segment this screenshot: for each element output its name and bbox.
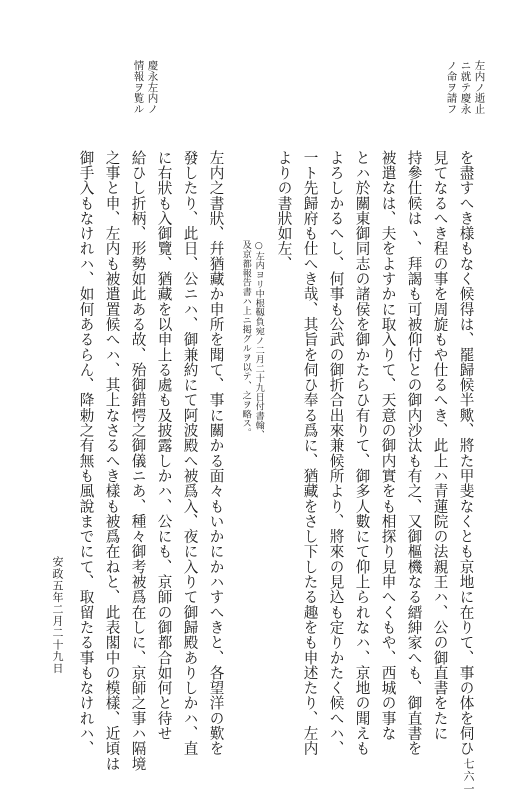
- margin-note-right-line: ニ就テ慶永: [459, 60, 472, 114]
- body-text-line: とハ於關東御同志の諸侯を御かたらひ有りて、御多人數にて仰上られなハ、京地の聞えも: [353, 150, 371, 756]
- body-text-line: 一ト先歸府も仕へき哉、其旨を伺ひ奉る爲に、猶藏をさし下したる趣をも申述たり、左内: [301, 150, 319, 756]
- editorial-note-line: ○左内ヨリ中根靱負宛ノ二月二十九日付書翰、: [253, 240, 265, 440]
- page-number: 七六一: [462, 758, 475, 796]
- body-text-line: 被遣なは、夫をよすかに取入りて、天意の御内實をも相探り見申へくもや、西城の事な: [379, 150, 397, 741]
- body-text-line: よろしかるへし、何事も公武の御折合出來兼候所より、將來の見込も定りかたく候へハ、: [327, 150, 345, 756]
- margin-note-right-line: ノ命ヲ請フ: [445, 60, 458, 114]
- footer-date: 安政五年二月二十九日: [51, 556, 64, 674]
- body-text-line: 御手入もなけれハ、如何あるらん、降勅之有無も風說までにて、取留たる事もなけれハ、: [77, 150, 95, 756]
- margin-note-left-line: 情報ヲ覧ル: [132, 60, 145, 114]
- body-text-line: を盡すへき様もなく候得は、罷歸候半歟、將た甲斐なくとも京地に在りて、事の体を伺ひ: [457, 150, 475, 756]
- body-text-line: よりの書狀如左、: [275, 150, 293, 272]
- body-text-line: 見てなるへき程の事を周旋もや仕るへき、此上ハ青蓮院の法親王ハ、公の御直書をたに: [431, 150, 449, 741]
- body-text-line: に右狀も入御覽、猶藏を以申上る處も及披露しかハ、公にも、京師の御都合如何と待せ: [155, 150, 173, 741]
- editorial-note-line: 及京都報告書ハ上ニ掲グルヲ以テ、之ヲ略ス。: [240, 240, 252, 438]
- body-text-line: 發したり、此日、公ニハ、御兼約にて阿波殿へ被爲入、夜に入りて御歸殿ありしかハ、直: [181, 150, 199, 756]
- body-text-line: 持參仕候はヽ、拜謁も可被仰付との御内沙汰も有之、又御樞機なる縉紳家へも、御直書を: [405, 150, 423, 756]
- margin-note-left-line: 慶永左内ノ: [146, 60, 159, 114]
- body-text-line: 左内之書狀、幷猶藏か申所を聞て、事に關かる面々もいかにかハすへきと、各望洋の歎を: [207, 150, 225, 756]
- body-text-line: 給ひし折柄、形勢如此ある故、殆御錯愕之御儀ニあ、種々御考被爲在しに、京師之事ハ隔境: [129, 150, 147, 772]
- body-text-line: 之事と申、左内も被遣置候へハ、其上なさるへき樣も被爲在ねと、此表閣中の模樣、近頃は: [103, 150, 121, 772]
- margin-note-right-line: 左内ノ逝止: [473, 60, 486, 114]
